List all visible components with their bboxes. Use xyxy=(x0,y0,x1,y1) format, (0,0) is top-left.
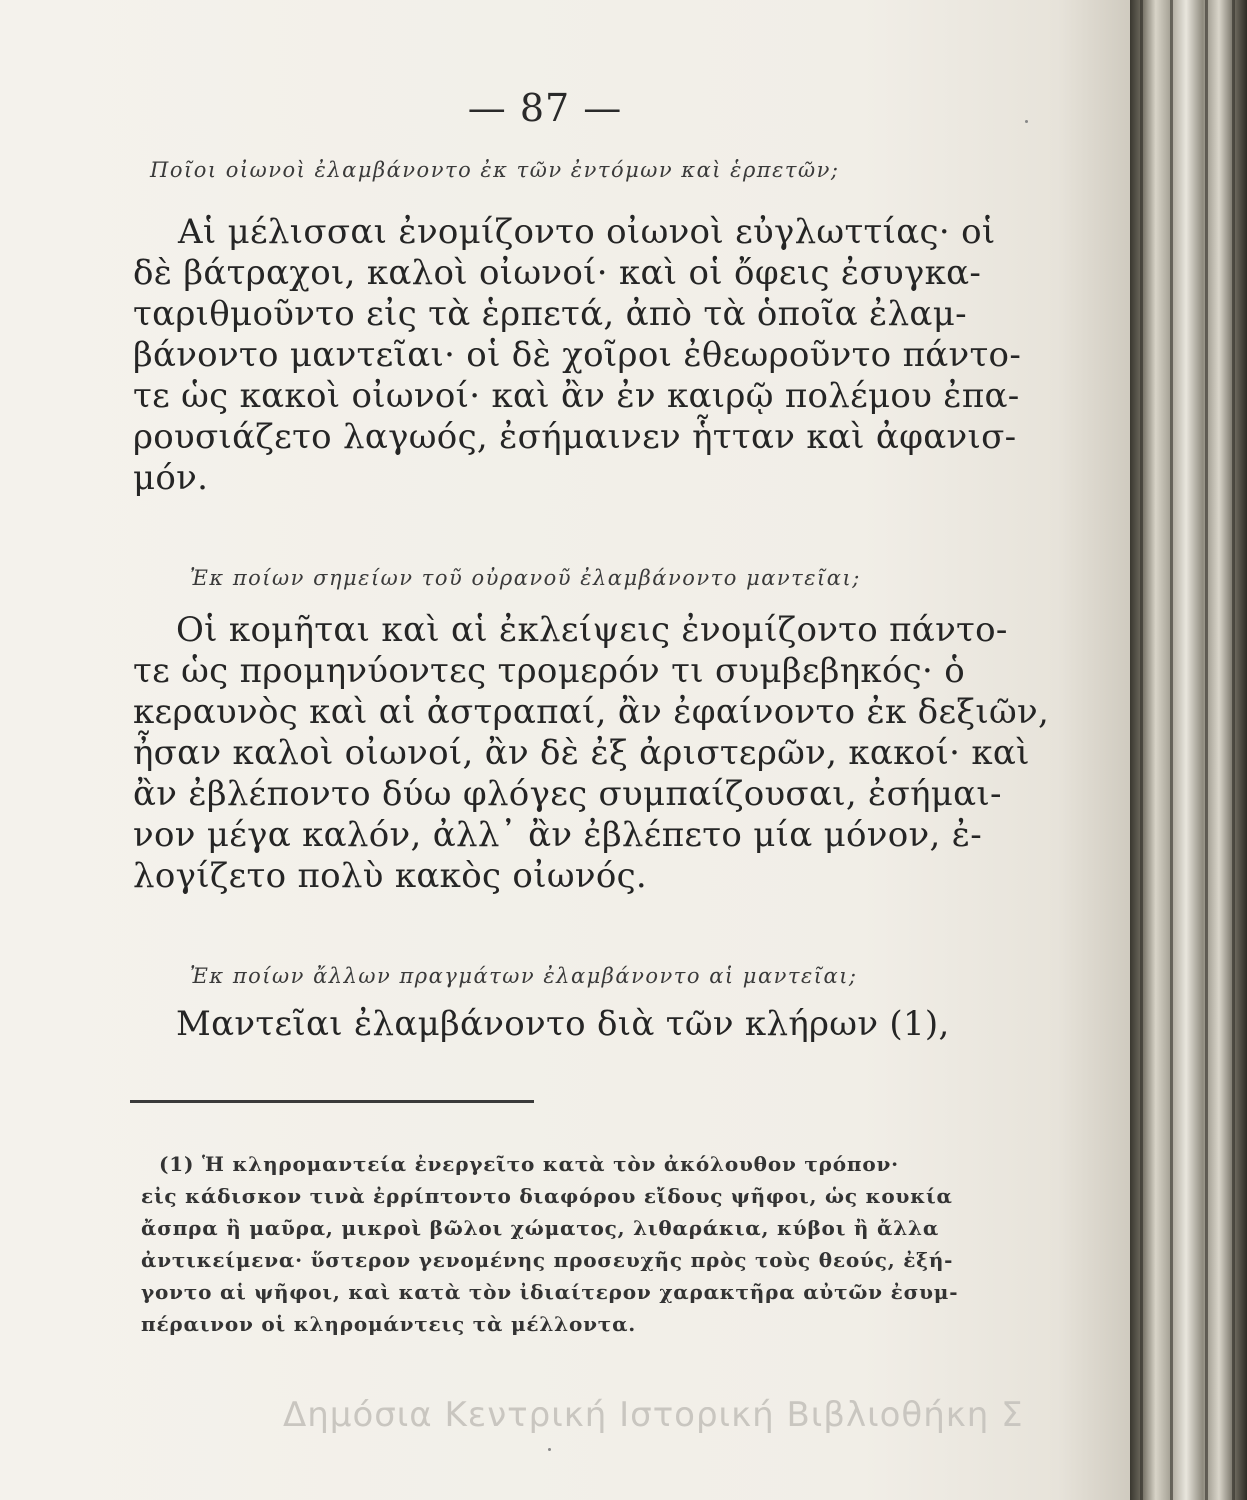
answer-2-line: λογίζετο πολὺ κακὸς οἰωνός. xyxy=(133,856,648,896)
footnote-line: ἄσπρα ἢ μαῦρα, μικροὶ βῶλοι χώματος, λιθαράκια, κύβοι ἢ ἄλλα xyxy=(141,1216,940,1240)
page-edge-line xyxy=(1170,0,1173,1500)
answer-2 xyxy=(133,610,1050,897)
footnote-line: εἰς κάδισκον τινὰ ἐρρίπτοντο διαφόρου εἴδους ψῆφοι, ὡς κουκία xyxy=(141,1184,953,1208)
book-binding-gutter xyxy=(1130,0,1247,1500)
answer-2-line: ἦσαν καλοὶ οἰωνοί, ἂν δὲ ἐξ ἀριστερῶν, κακοί· καὶ xyxy=(133,733,1030,773)
answer-1-line: τε ὡς κακοὶ οἰωνοί· καὶ ἂν ἐν καιρῷ πολέμου ἐπα- xyxy=(133,376,1020,416)
page-number: — 87 — xyxy=(467,86,623,130)
footnote xyxy=(141,1148,1013,1340)
answer-3-line: Μαντεῖαι ἐλαμβάνοντο διὰ τῶν κλήρων (1), xyxy=(176,1004,950,1044)
footnote-line: (1) Ἡ κληρομαντεία ἐνεργεῖτο κατὰ τὸν ἀκόλουθον τρόπον· xyxy=(159,1152,899,1176)
answer-1-line: ταριθμοῦντο εἰς τὰ ἑρπετά, ἀπὸ τὰ ὁποῖα ἐλαμ- xyxy=(133,294,967,334)
footnote-line: γοντο αἱ ψῆφοι, καὶ κατὰ τὸν ἰδιαίτερον χαρακτῆρα αὐτῶν ἐσυμ- xyxy=(141,1280,959,1304)
paper-speck xyxy=(548,1448,551,1451)
page-edge-line xyxy=(1232,0,1235,1500)
answer-1-line: βάνοντο μαντεῖαι· οἱ δὲ χοῖροι ἐθεωροῦντο πάντο- xyxy=(133,335,1022,375)
answer-2-line: τε ὡς προμηνύοντες τρομερόν τι συμβεβηκός· ὁ xyxy=(133,651,966,691)
page-edge-line xyxy=(1140,0,1143,1500)
answer-3 xyxy=(168,1004,1004,1045)
question-2: Ἐκ ποίων σημείων τοῦ οὐρανοῦ ἐλαμβάνοντο μαντεῖαι; xyxy=(190,566,861,590)
answer-1-line: Αἱ μέλισσαι ἐνομίζοντο οἰωνοὶ εὐγλωττίας· οἱ xyxy=(178,212,996,252)
page-edge-line xyxy=(1205,0,1208,1500)
answer-2-line: ἂν ἐβλέποντο δύω φλόγες συμπαίζουσαι, ἐσήμαι- xyxy=(133,774,1002,814)
answer-1-line: δὲ βάτραχοι, καλοὶ οἰωνοί· καὶ οἱ ὄφεις ἐσυγκα- xyxy=(133,253,982,293)
library-watermark: Δημόσια Κεντρική Ιστορική Βιβλιοθήκη Σ xyxy=(283,1395,1024,1435)
question-3: Ἐκ ποίων ἄλλων πραγμάτων ἐλαμβάνοντο αἱ μαντεῖαι; xyxy=(190,964,858,988)
answer-2-line: νον μέγα καλόν, ἀλλ᾽ ἂν ἐβλέπετο μία μόνον, ἐ- xyxy=(133,815,983,855)
paper-speck xyxy=(1025,120,1028,123)
answer-2-line: Οἱ κομῆται καὶ αἱ ἐκλείψεις ἐνομίζοντο πάντο- xyxy=(176,610,1008,650)
footnote-separator xyxy=(130,1100,534,1103)
footnote-line: πέραινον οἱ κληρομάντεις τὰ μέλλοντα. xyxy=(141,1312,637,1336)
answer-2-line: κεραυνὸς καὶ αἱ ἀστραπαί, ἂν ἐφαίνοντο ἐκ δεξιῶν, xyxy=(133,692,1050,732)
answer-1-line: μόν. xyxy=(133,458,209,498)
footnote-line: ἀντικείμενα· ὕστερον γενομένης προσευχῆς πρὸς τοὺς θεούς, ἐξή- xyxy=(141,1248,954,1272)
answer-1 xyxy=(133,212,1022,499)
question-1: Ποῖοι οἰωνοὶ ἐλαμβάνοντο ἐκ τῶν ἐντόμων καὶ ἑρπετῶν; xyxy=(150,158,840,182)
answer-1-line: ρουσιάζετο λαγωός, ἐσήμαινεν ἧτταν καὶ ἀφανισ- xyxy=(133,417,1017,457)
